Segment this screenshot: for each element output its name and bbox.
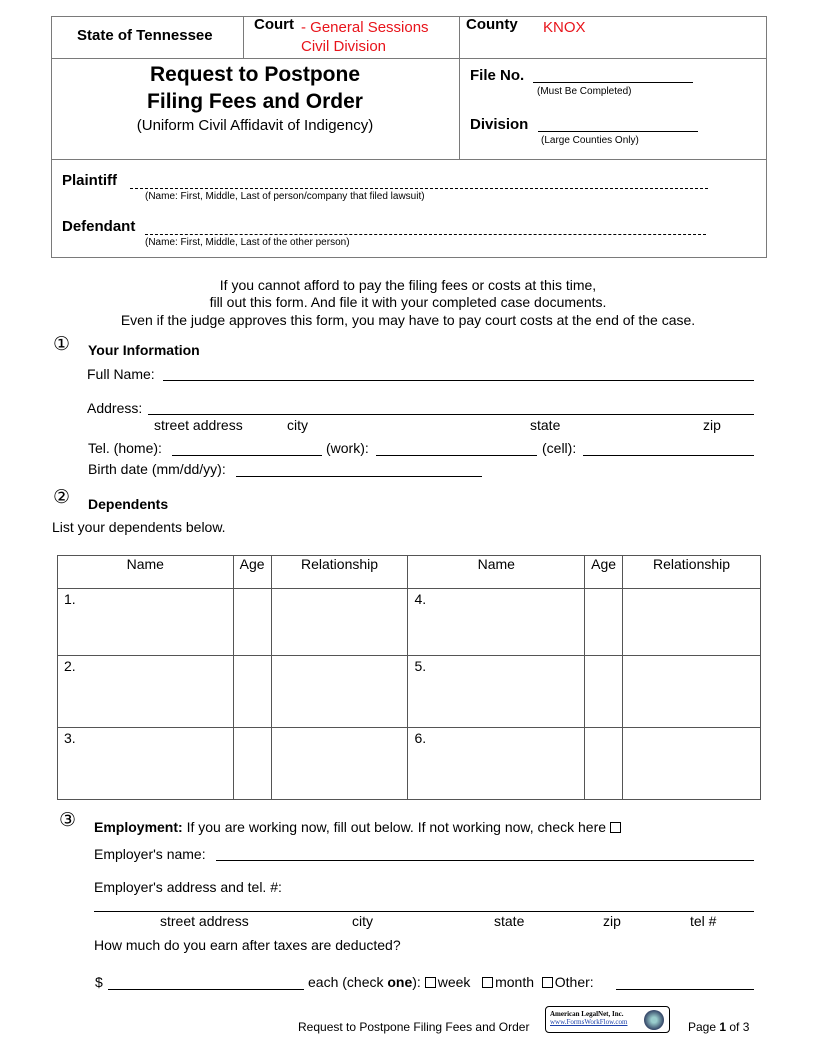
- header-name: Name: [408, 556, 585, 589]
- table-row: [58, 656, 761, 728]
- other-field[interactable]: [616, 989, 754, 990]
- plaintiff-hint: (Name: First, Middle, Last of person/company that filed lawsuit): [145, 191, 425, 202]
- table-row: [58, 589, 761, 656]
- name-cell[interactable]: 3.: [58, 728, 234, 800]
- page-current: 1: [719, 1020, 727, 1034]
- address-label: Address:: [87, 400, 143, 416]
- divider: [51, 58, 767, 59]
- divider: [459, 16, 460, 159]
- tel-cell-field[interactable]: [583, 455, 754, 456]
- earn-question: How much do you earn after taxes are deducted?: [94, 937, 401, 953]
- section-title: Dependents: [88, 496, 169, 512]
- form-title: Request to Postpone: [149, 63, 360, 86]
- dependents-table: [57, 555, 761, 800]
- zip-label: zip: [703, 417, 721, 433]
- section-title: Employment:: [94, 819, 183, 835]
- street-label: street address: [154, 417, 243, 433]
- birth-date-label: Birth date (mm/dd/yy):: [88, 461, 226, 477]
- form-title-2: Filing Fees and Order: [147, 90, 363, 113]
- one-label: one: [387, 974, 413, 990]
- employer-address-field[interactable]: [94, 911, 754, 912]
- division-hint: (Large Counties Only): [541, 135, 639, 146]
- each-label: each (check: [308, 974, 388, 990]
- name-cell[interactable]: 1.: [58, 589, 234, 656]
- section-number-2: ②: [53, 486, 71, 508]
- section-number-3: ③: [59, 809, 77, 831]
- logo-line: American LegalNet, Inc.: [550, 1010, 624, 1018]
- divider: [51, 159, 767, 160]
- logo-link[interactable]: www.FormsWorkFlow.com: [550, 1018, 628, 1026]
- page-prefix: Page: [688, 1020, 720, 1034]
- court-label: Court: [254, 16, 294, 33]
- file-no-field[interactable]: [533, 82, 693, 83]
- not-working-checkbox[interactable]: [610, 822, 621, 833]
- table-header-row: [58, 556, 761, 589]
- tel-cell-label: (cell):: [542, 440, 577, 456]
- tel-home-field[interactable]: [172, 455, 322, 456]
- defendant-label: Defendant: [62, 218, 136, 235]
- file-no-hint: (Must Be Completed): [537, 86, 632, 97]
- earnings-field[interactable]: [108, 989, 304, 990]
- dollar-sign: $: [95, 974, 103, 990]
- relationship-cell[interactable]: [271, 728, 408, 800]
- dependents-instruction: List your dependents below.: [52, 519, 226, 535]
- court-division[interactable]: Civil Division: [301, 38, 387, 55]
- header-name: Name: [58, 556, 234, 589]
- other-label: Other:: [554, 974, 594, 990]
- city-label: city: [352, 913, 373, 929]
- tel-work-label: (work):: [326, 440, 369, 456]
- zip-label: zip: [603, 913, 621, 929]
- form-subtitle: (Uniform Civil Affidavit of Indigency): [136, 117, 374, 134]
- page-number: [688, 1020, 749, 1034]
- birth-date-field[interactable]: [236, 476, 482, 477]
- week-label: week: [437, 974, 471, 990]
- full-name-field[interactable]: [163, 380, 754, 381]
- employment-heading: [94, 819, 623, 835]
- relationship-cell[interactable]: [271, 656, 408, 728]
- county-label: County: [466, 16, 518, 33]
- header-relationship: Relationship: [271, 556, 408, 589]
- header-age: Age: [585, 556, 623, 589]
- state-label: State of Tennessee: [77, 27, 213, 44]
- age-cell[interactable]: [233, 589, 271, 656]
- employer-name-label: Employer's name:: [94, 846, 206, 862]
- employer-name-field[interactable]: [216, 860, 754, 861]
- court-value[interactable]: - General Sessions: [301, 19, 429, 36]
- plaintiff-label: Plaintiff: [62, 172, 117, 189]
- header-relationship: Relationship: [623, 556, 761, 589]
- section-number-1: ①: [53, 333, 71, 355]
- age-cell[interactable]: [585, 656, 623, 728]
- globe-icon: [644, 1010, 664, 1030]
- tel-home-label: Tel. (home):: [88, 440, 162, 456]
- file-no-label: File No.: [470, 67, 525, 84]
- intro-line: Even if the judge approves this form, you may have to pay court costs at the end of the case.: [120, 312, 696, 328]
- street-label: street address: [160, 913, 249, 929]
- name-cell[interactable]: 4.: [408, 589, 585, 656]
- division-label: Division: [470, 116, 529, 133]
- division-field[interactable]: [538, 131, 698, 132]
- header-age: Age: [233, 556, 271, 589]
- relationship-cell[interactable]: [623, 656, 761, 728]
- defendant-field[interactable]: [145, 234, 706, 235]
- name-cell[interactable]: 6.: [408, 728, 585, 800]
- footer-title: Request to Postpone Filing Fees and Order: [298, 1020, 530, 1034]
- page-suffix: of 3: [726, 1020, 750, 1034]
- header-box: [51, 16, 767, 258]
- table-row: [58, 728, 761, 800]
- age-cell[interactable]: [233, 656, 271, 728]
- relationship-cell[interactable]: [271, 589, 408, 656]
- intro-line: If you cannot afford to pay the filing fees or costs at this time,: [219, 277, 597, 293]
- full-name-label: Full Name:: [87, 366, 155, 382]
- americanlegalnet-logo[interactable]: [545, 1006, 670, 1033]
- divider: [243, 16, 244, 58]
- defendant-hint: (Name: First, Middle, Last of the other person): [145, 237, 350, 248]
- employment-text: If you are working now, fill out below. If not working now, check here: [186, 819, 607, 835]
- employer-address-label: Employer's address and tel. #:: [94, 879, 282, 895]
- address-field[interactable]: [148, 414, 754, 415]
- week-checkbox[interactable]: [425, 977, 436, 988]
- name-cell[interactable]: 5.: [408, 656, 585, 728]
- relationship-cell[interactable]: [623, 728, 761, 800]
- name-cell[interactable]: 2.: [58, 656, 234, 728]
- month-checkbox[interactable]: [482, 977, 493, 988]
- state-label: state: [494, 913, 525, 929]
- plaintiff-field[interactable]: [130, 188, 708, 189]
- relationship-cell[interactable]: [623, 589, 761, 656]
- age-cell[interactable]: [585, 589, 623, 656]
- pay-frequency: [308, 974, 594, 990]
- age-cell[interactable]: [233, 728, 271, 800]
- intro-line: fill out this form. And file it with your completed case documents.: [209, 294, 607, 310]
- section-title: Your Information: [88, 342, 200, 358]
- each-end: ):: [412, 974, 421, 990]
- tel-work-field[interactable]: [376, 455, 537, 456]
- city-label: city: [287, 417, 308, 433]
- tel-label: tel #: [690, 913, 717, 929]
- month-label: month: [495, 974, 534, 990]
- other-checkbox[interactable]: [542, 977, 553, 988]
- state-label: state: [530, 417, 561, 433]
- county-value[interactable]: KNOX: [543, 19, 586, 36]
- age-cell[interactable]: [585, 728, 623, 800]
